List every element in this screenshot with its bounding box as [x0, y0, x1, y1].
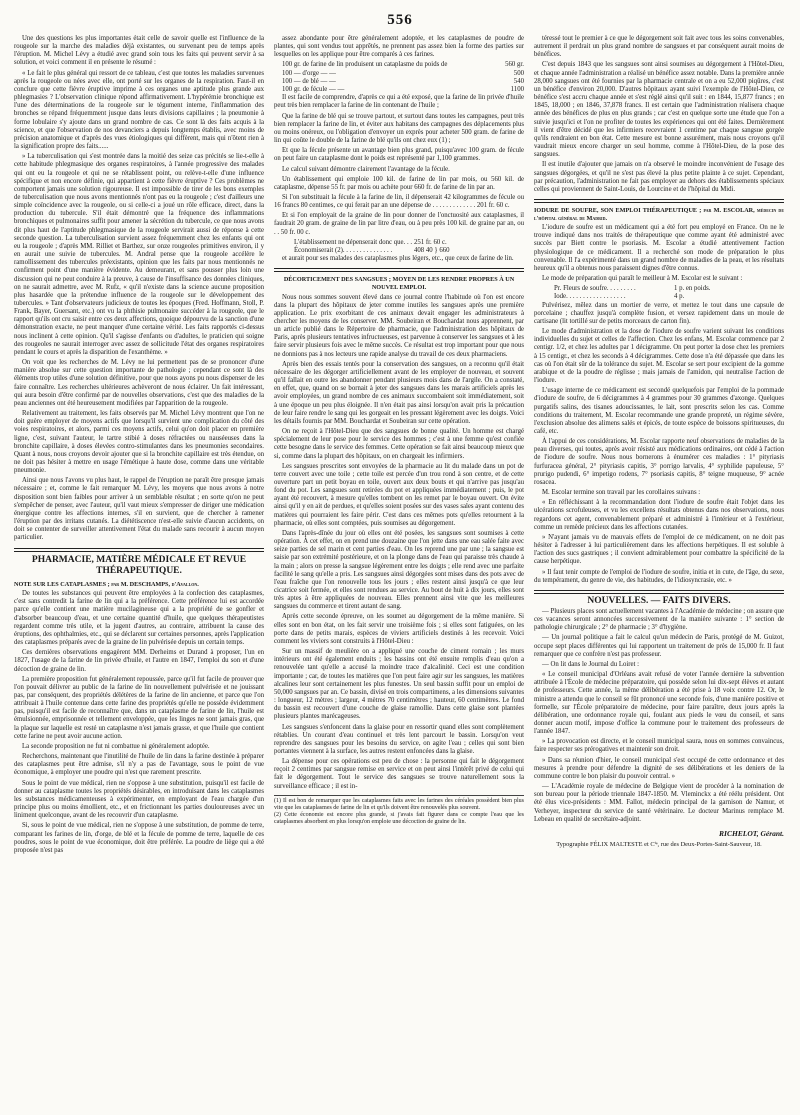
paragraph: Recherchons, maintenant que l'inutilité de l'huile de lin dans la farine destinée à préparer des cataplasmes peut être admise, s'il n'y a pas de l'avantage, sous le point de vue économique, à employer une poudre qui n'est que rarement prescrite.: [14, 753, 264, 777]
article-divider: [534, 199, 784, 203]
paragraph: Un établissement qui emploie 100 kil. de farine de lin par mois, ou 560 kil. de cataplasme, dépense 55 fr. par mois ou achète pour 660 fr. de farine de lin par an.: [274, 175, 524, 191]
news-item: — On lit dans le Journal du Loiret :: [542, 660, 640, 668]
paragraph: Ainsi que nous l'avons vu plus haut, le rappel de l'éruption ne paraît être presque jamais nécessaire ; et, comme le fait remarquer M. Lévy, les moyens que nous avons à notre disposition sont bien faibles pour arriver à un semblable résultat ; en sorte qu'on ne peut s'empêcher de penser, avec l'auteur, qu'il vaut mieux s'empresser de diriger une médication énergique contre les affections internes, s'il en survient, que de chercher à ramener l'éruption par des irritans cutanés. La diététiscence n'est-elle suivie d'aucun accidents, on doit se contenter de surveiller attentivement l'état du malade sans recourir à aucun moyen particulier.: [14, 477, 264, 542]
paragraph: Les sangsues s'enfoncent dans la glaise pour en ressortir quand elles sont complètement rétablies. Un courant d'eau continuel et très lent parcourt le bassin. Lorsqu'on veut reprendre des sangsues pour les besoins du service, on agite l'eau ; celles qui sont bien portantes viennent à la surface, les autres restent enfoncées dans la glaise.: [274, 723, 524, 755]
footnote: (1) Il est bon de remarquer que les cataplasmes faits avec les farines des céréales possèdent bien plus vite que les cataplasmes de farine de lin et qu'ils doivent être renouvelés plus souvent.: [274, 797, 524, 811]
paragraph: Après cette seconde épreuve, on les soumet au dégorgement de la même manière. Si elles sont en bon état, on les fait servir une troisième fois ; si elles sont fatiguées, on les porte dans de petits marais, espèces de viviers artificiels destinés à les recevoir. Voici comment les viviers sont construits à l'Hôtel-Dieu :: [274, 613, 524, 645]
footnotes: [274, 795, 524, 826]
news-item: » Dans sa réunion d'hier, le conseil municipal s'est occupé de cette ordonnance et des mesures à prendre pour défendre la dignité de ses délibérations et les deniers de la commune contre le bon plaisir du pouvoir central. »: [534, 756, 784, 780]
paragraph: La première proposition fut généralement repoussée, parce qu'il fut facile de prouver que l'on pouvait délivrer au public de la farine de lin nouvellement pulvérisée et ne jouissant pas, par conséquent, des propriétés délétères de la farine de lin ancienne, et parce que l'on attribuait à l'huile contenue dans cette farine des propriétés qu'elle ne possède évidemment pas, puisqu'il est facile de reconnaître que, dans un cataplasme de farine de lin, l'huile est émulsionnée, emprisonnée et tellement enveloppée, que les linges ne sont jamais gras, que la plaque sur laquelle est resté un cataplasme n'est jamais grasse, et que l'huile que contient cette farine ne peut avoir aucune action.: [14, 675, 264, 740]
paragraph: La seconde proposition ne fut ni combattue ni généralement adoptée.: [22, 742, 210, 750]
text-columns: [14, 35, 786, 1103]
paragraph: Nous nous sommes souvent élevé dans ce journal contre l'habitude où l'on est encore dans la plupart des hôpitaux de jeter comme inutiles les sangsues après une première application. Le prix exorbitant de ces animaux devait engager les administrateurs à chercher les moyens de les conserver. MM. Soubeiran et Bouchardat nous apprennent, par un article publié dans le Répertoire de pharmacie, que l'administration des hôpitaux de Paris, après plusieurs tentatives infructueuses, est parvenue à conserver les sangsues et à les faire servir plusieurs fois avec le même succès. Ce résultat est trop important pour que nous ne donnions pas à nos lecteurs une rapide analyse du travail de ces deux pharmaciens.: [274, 293, 524, 358]
table-row: 100 gr. de farine de lin produisent un cataplasme du poids de 560 gr.: [282, 61, 524, 69]
page-number: 556: [387, 12, 413, 28]
recipe-row: Iode. . . . . . . . . . . . . . . . . . 4 p.: [554, 293, 685, 301]
paragraph: Si, sous le point de vue médical, rien ne s'oppose à une substitution, de pomme de terre, comparant les farines de lin, d'orge, de blé et la fécule de pomme de terre, laquelle de ces poudres, sous le point de vue économique, doit être préférée. La poudre de liège qui a été proposée n'est pas: [14, 822, 264, 854]
cost-formula-row: Économiserait (2). . . . . . . . . . . . . . . 408 40 } 660: [294, 246, 450, 254]
news-item: » La provocation est directe, et le conseil municipal saura, nous en sommes convaincus, faire respecter ses prérogatives et maintenir son droit.: [534, 738, 784, 754]
table-row: 100 — d'orge — — 500: [282, 69, 524, 77]
paragraph: On ne reçoit à l'Hôtel-Dieu que des sangsues de bonne qualité. Un homme est chargé spécialement de leur pose pour le service des hommes ; c'est à une femme qu'est confiée cette besogne dans le service des femmes. Cette opération se fait ainsi beaucoup mieux que si, comme dans la plupart des hôpitaux, on en chargeait les infirmiers.: [274, 428, 524, 460]
article-divider: [274, 268, 524, 272]
paragraph: Sous le point de vue médical, rien ne s'oppose à une substitution, puisqu'il est facile de donner au cataplasme toutes les propriétés désirables, en introduisant dans les cataplasmes les substances médicamenteuses à expérimenter, en employant de l'eau chargée d'un principe plus ou moins émollient, etc., et en frictionnant les parties douloureuses avec un liniment quelconque, avant de les recouvrir d'un cataplasme.: [14, 779, 264, 820]
paragraph: C'est depuis 1843 que les sangsues sont ainsi soumises au dégorgement à l'Hôtel-Dieu, et chaque année l'administration a réalisé un bénéfice assez notable. Dans la première année 28,000 sangsues ont été fournies par la pharmacie centrale et on a eu 52,000 piqûres, c'est un bénéfice d'environ 20,000. D'autres hôpitaux ayant suivi l'exemple de l'Hôtel-Dieu, ce bénéfice s'est accru chaque année et s'est réglé ainsi qu'il suit : en 1844, 15,877 francs ; en 1845, 18,000 ; en 1846, 37,878 francs. Il est certain que l'administration réalisera chaque année des bénéfices de plus en plus grands ; car c'est en quelque sorte une étude que l'on a suivie jusqu'ici et l'on ne profiter de toutes les expériences qui ont été faites. Dernièrement il vient d'être décidé que les infirmiers recevraient 1 centime par chaque sangsue gorgée qu'ils rendraient en bon état. Cette mesure est bonne assurément, mais nous croyons qu'il vaudrait mieux encore charger un seul homme, comme à l'Hôtel-Dieu, de la pose des sangsues.: [534, 61, 784, 159]
paragraph: M. Escolar termine son travail par les corollaires suivans :: [542, 489, 701, 497]
paragraph: Une des questions les plus importantes était celle de savoir quelle est l'influence de la rougeole sur la marche des maladies déjà existantes, ou survenant peu de temps après l'éruption. M. Michel Lévy a étudié avec grand soin tous les faits qui peuvent servir à sa solution, et voici comment il en présente le résumé :: [14, 35, 264, 67]
table-row: 100 — de blé — — 540: [282, 77, 524, 85]
paragraph: Et que la fécule présente un avantage bien plus grand, puisqu'avec 100 gram. de fécule on peut faire un cataplasme dont le poids est représenté par 1,100 grammes.: [274, 147, 524, 163]
section-divider: [534, 590, 784, 594]
paragraph: Que la farine de blé qui se trouve partout, et surtout dans toutes les campagnes, peut très bien remplacer la farine de lin, et éviter aux habitans des campagnes des déplacements plus ou moins onéreux, ou l'obligation d'envoyer un exprès pour acheter 500 gram. de farine de lin qui coûte le double de la farine de blé qu'ils ont chez eux (1) ;: [274, 112, 524, 145]
paragraph: Dans l'après-dînée du jour où elles ont été posées, les sangsues sont soumises à cette opération. À cet effet, on en prend une douzaine que l'on jette dans une eau salée faite avec seize parties de sel marin et cent parties d'eau. On les reprend une par une ; la sangsue est saisie par son extrémité postérieure, et on la plonge dans de l'eau qui paraisse très chaude à la main ; alors on presse la sangsue légèrement entre les doigts ; elle rend avec une parfaite facilité le sang qu'elle a pris. Les sangsues ainsi dégorgées sont mises dans des pots avec de l'eau fraîche que l'on renouvelle tous les jours ; elles restent ainsi jusqu'à ce que leur cicatrice soit fermée, et elles sont rendues au service. Au bout de huit à dix jours, elles sont très aptes à être appliquées de nouveau. Elles prennent ainsi vite que les meilleures sangsues du commerce et tirent autant de sang.: [274, 529, 524, 611]
news-heading: NOUVELLES. — FAITS DIVERS.: [587, 595, 731, 606]
paragraph: » Il faut tenir compte de l'emploi de l'iodure de soufre, initia et in cute, de l'âge, du sexe, du tempérament, du genre de vie, des habitudes, de l'idiosyncrasie, etc. »: [534, 568, 784, 584]
printer-imprint: Typographie FÉLIX MALTESTE et Cⁱᵉ, rue des Deux-Portes-Saint-Sauveur, 18.: [556, 841, 762, 849]
paragraph: Pulvérisez, mêlez dans un mortier de verre, et mettez le tout dans une capsule de porcelaine ; chauffez jusqu'à complète fusion, et versez rapidement dans un moule de cartisane (lit tortillé sur de petits morceaux de carton fin).: [534, 301, 784, 325]
paragraph: « Le fait le plus général qui ressort de ce tableau, c'est que toutes les maladies survenues après la rougeole ou nées avec elle, ont porté sur les organes de la respiration. Faut-il en conclure que cette fièvre éruptive imprime à ces organes une aptitude plus grande aux phlegmasies ? L'observation clinique répond affirmativement. L'hypérémie bronchique est l'une des déterminations de la rougeole sur le tégument interne, l'inflammation des bronches se répand fréquemment jusque dans leurs divisions capillaires ; la pneumonie à forme lobulaire s'y ajoute dans un grand nombre de cas. Ce sont là des faits acquis à la science, et que l'observation de nos devanciers a depuis longtemps établis, avec moins de précision anatomique et d'après des vues étiologiques qui diffèrent, mais qui n'ôtent rien à la signification propre des faits......: [14, 69, 264, 151]
section-heading: PHARMACIE, MATIÈRE MÉDICALE ET REVUE THÉRAPEUTIQUE.: [31, 554, 247, 576]
paragraph: « En réfléchissant à la recommandation dont l'iodure de soufre était l'objet dans les ulcérations scrofuleuses, et vu les excellens résultats obtenus dans nos observations, nous regardons cet agent, convenablement préparé et administré à l'intérieur et à l'extérieur, comme un remède précieux dans les affections cutanées.: [534, 499, 784, 531]
cost-formula-row: L'établissement ne dépenserait donc que. . . 251 fr. 60 c.: [294, 238, 447, 246]
news-item: — L'Académie royale de médecine de Belgique vient de procéder à la nomination de son bureau pour la période triennale 1847-1850. M. Vleminckx a été réélu président. Ont été élus vice-présidents : MM. Fallot, médecin principal de la garnison de Namur, et Verheyer, inspecteur du service de santé vétérinaire. Le docteur Marinus remplace M. Lebeau en qualité de secrétaire-adjoint.: [534, 783, 784, 823]
section-divider: [14, 548, 264, 552]
article-title: IODURE DE SOUFRE, SON EMPLOI THÉRAPEUTIQUE ; par M. ESCOLAR, médecin de l'hôpital général de Madrid.: [534, 206, 784, 222]
paragraph: Il est inutile d'ajouter que jamais on n'a observé le moindre inconvénient de l'usage des sangsues dégorgées, et qu'il ne s'est pas élevé la plus petite plainte à ce sujet. Cependant, par précaution, l'administration ne fait pas employer au dehors des établissements spéciaux celles qui proviennent de Saint-Louis, de Lourcine et de l'hôpital du Midi.: [534, 161, 784, 193]
paragraph: assez abondante pour être généralement adoptée, et les cataplasmes de poudre de plantes, qui sont vendus tout apprêtés, ne prennent pas assez bien la forme des parties sur lesquelles on les applique pour être comparés à ces farines.: [274, 35, 524, 59]
paragraph: Le mode de préparation qui paraît le meilleur à M. Escolar est le suivant :: [542, 275, 743, 283]
column-1: [14, 35, 264, 1103]
editor-signature: RICHELOT, Gérant.: [719, 828, 784, 838]
article-title: DÉCORTICEMENT DES SANGSUES ; MOYEN DE LES RENDRE PROPRES À UN NOUVEL EMPLOI.: [283, 276, 515, 291]
paragraph: » N'ayant jamais vu de mauvais effets de l'emploi de ce médicament, on ne doit pas hésiter à l'adresser à lui particulièrement dans les affections herpétiques. Il est soluble à l'action des sucs gastriques ; il convient admirablement pour combattre la spécificité de la cause herpétique.: [534, 533, 784, 566]
table-row: 100 gr. de fécule — — 1100: [282, 86, 524, 94]
paragraph: On voit que les recherches de M. Lévy ne lui permettent pas de se prononcer d'une manière absolue sur cette question importante de pathologie ; cependant ce sont là des éléments trop utiles d'une solution définitive, pour que nous ayons pu nous dispenser de les faire connaître. Les recherches ultérieures achèveront de nous éclairer. Un fait intéressant, qui aura besoin d'être confirmé par de nouvelles observations, c'est que des maladies de la peau anciennes ont été heureusement modifiées par l'apparition de la rougeole.: [14, 359, 264, 407]
footnote: (2) Cette économie est encore plus grande, si j'avais fait figurer dans ce compte l'eau que les cataplasmes absorbent en plus lorsqu'on emploie une décoction de graine de lin.: [274, 811, 524, 825]
paragraph: Il est facile de comprendre, d'après ce qui a été exposé, que la farine de lin privée d'huile peut très bien remplacer la farine de lin contenant de l'huile ;: [274, 94, 524, 110]
recipe-row: Pr. Fleurs de soufre. . . . . . . . . 1 p. en poids.: [554, 285, 711, 293]
cataplasm-weight-table: [274, 61, 524, 94]
paragraph: L'iodure de soufre est un médicament qui a été fort peu employé en France. On ne le trouve indiqué dans nos traités de thérapeutique que comme ayant été administré avec succès par Biett contre le psoriasis. M. Escolar a étudié attentivement l'action physiologique de ce médicament. Il a recherché son mode de préparation le plus convenable. Il l'a expérimenté dans un grand nombre de maladies de la peau, et les résultats heureux qu'il a obtenus nous paraissent dignes d'être connus.: [534, 224, 784, 272]
paragraph: téressé tout le premier à ce que le dégorgement soit fait avec tous les soins convenables, autrement il perdrait un plus grand nombre de sangsues et par conséquent aurait moins de bénéfices.: [534, 35, 784, 59]
paragraph: Les sangsues prescrites sont envoyées de la pharmacie au lit du malade dans un pot de terre couvert avec une toile ; cette toile est percée d'un trou rond à son centre, et de cette ouverture part un petit boyau en toile, ouvert aux deux bouts et qui n'arrive pas jusqu'au fond du pot. Les sangsues sont retirées du pot et appliquées immédiatement ; puis, le pot ayant été recouvert, à mesure qu'elles tombent on les remet par le boyau ouvert. On évite ainsi qu'il y en ait de perdues, et qu'elles soient posées sur des vases sales ayant contenu des matières qui pourraient les faire périr. C'est dans ces mêmes pots qu'elles retournent à la pharmacie, où elles sont comptées, puis soumises au dégorgement.: [274, 462, 524, 527]
news-item: — Plusieurs places sont actuellement vacantes à l'Académie de médecine ; on assure que ces vacances seront annoncées successivement de la manière suivante : 1° section de pathologie chirurgicale ; 2° de pharmacie ; 3° d'hygiène.: [534, 607, 784, 632]
article-title: NOTE SUR LES CATAPLASMES ; par M. DESCHAMPS, d'Avallon.: [14, 580, 199, 588]
column-3: [534, 35, 784, 1103]
news-item: « Le conseil municipal d'Orléans avait refusé de voter l'année dernière la subvention attribuée à l'École de médecine préparatoire, qui possède selon lui dix-sept élèves et autant de professeurs. Cette année, la même délibération a été prise à 18 voix contre 12. Or, le ministre a attendu que le conseil se fût prononcé une seconde fois, d'une manière positive et formelle, sur l'École préparatoire de médecine, pour faire paraître, deux jours après la délibération, une ordonnance royale qui, foulant aux pieds le vœu du conseil, et sans donner aucun motif, impose d'office la commune pour le traitement des professeurs de l'année 1847.: [534, 671, 784, 736]
paragraph: Le calcul suivant démontre clairement l'avantage de la fécule.: [282, 165, 450, 173]
paragraph: Ces dernières observations engagèrent MM. Derheims et Durand à proposer, l'un en 1827, l'usage de la farine de lin privée d'huile, et l'autre en 1847, l'emploi du son et d'une décoction de graine de lin.: [14, 649, 264, 673]
paragraph: À l'appui de ces considérations, M. Escolar rapporte neuf observations de maladies de la peau diverses, qui toutes, après avoir résisté aux médications ordinaires, ont cédé à l'action de l'iodure de soufre. Nous nous bornerons à énumérer ces maladies : 1° pityriasis furfuracea général, 2° pityriasis capitis, 3° porrigo larvalis, 4° syphilide papuleuse, 5° prurigo pudendi, 6° impetigo rodens, 7° psoriasis capitis, 8° teigne muqueuse, 9° acnée rosacea.: [534, 438, 784, 486]
paragraph: Après bien des essais tentés pour la conservation des sangsues, on a reconnu qu'il était nécessaire de les dégorger artificiellement avant de les employer de nouveau, et souvent qu'il fallait en outre les abandonner pendant plusieurs mois dans de l'argile. On a constaté, en effet, que, quand on se bornait à jeter des sangsues dans les marais artificiels après les avoir employées, un grand nombre de ces animaux succombaient soit immédiatement, soit à une époque un peu plus éloignée. Il n'en était pas ainsi lorsqu'on avait pris la précaution de leur faire rendre le sang qui les gorgeait en les pressant légèrement avec les doigts. Voici les détails fournis par MM. Bouchardat et Soubeiran sur cette opération.: [274, 360, 524, 425]
paragraph: L'usage interne de ce médicament est secondé quelquefois par l'emploi de la pommade d'iodure de soufre, de 6 décigrammes à 4 grammes pour 30 grammes d'axonge. Quelques purgatifs salins, des tisanes adoucissantes, le lait, sont prescrits selon les cas. Comme conditions du traitement, M. Escolar recommande une grande propreté, un régime sévère, l'exclusion absolue des alimens salés et épicés, de toute espèce de boissons spiritueuses, du café, etc.: [534, 387, 784, 435]
paragraph: De toutes les substances qui peuvent être employées à la confection des cataplasmes, c'est sans contredit la farine de lin qui a la préférence. Cette préférence lui est accordée parce qu'elle contient une matière mucilagineuse qui a la propriété de se gonfler et d'absorber beaucoup d'eau, et une certaine quantité d'huile, que quelques thérapeutistes regardent comme très utile, et la jugent d'autres, au contraire, attribuent la cause des éruptions, des ophthalmies, etc., qui se déclarent sur certaines personnes, après l'application des cataplasmes préparés avec de la graine de lin pulvérisée depuis un certain temps.: [14, 590, 264, 647]
paragraph: Sur un massif de meulière on a appliqué une couche de ciment romain ; les murs intérieurs ont été également enduits ; les bassins ont été ensuite remplis d'eau qu'on a renouvelée tant qu'elle a accusé la moindre trace d'alcalinité. Ceci est une condition importante ; car, de toutes les matières que l'on peut faire agir sur les sangsues, les matières alcalines leur sont certainement les plus funestes. Un seul bassin suffit pour un emploi de 50,000 sangsues par an. Ce bassin, divisé en trois compartimens, a les dimensions suivantes : longueur, 12 mètres ; largeur, 4 mètres 70 centimètres ; hauteur, 60 centimètres. Le fond du bassin est recouvert d'une couche de glaise ramollie. Dans cette glaise sont plantées plusieurs plantes marécageuses.: [274, 648, 524, 721]
paragraph: » La tuberculisation qui s'est montrée dans la moitié des seize cas précités se lie-t-elle à cette habitude phlegmasique des organes respiratoires, à l'année progressive des malades qui ont eu la rougeole et qui ne se rétablissent point, ou relève-t-elle d'une influence spécifique et non encore définie, qui appartient à cette fièvre éruptive ? Ces problèmes ne comportent jamais une solution rigoureuse. Il est impossible de tirer de les bons exemples de tuberculisation que nous avons mentionnés n'ont pas eu la rougeole ; c'est d'ailleurs une simple coïncidence avec la rougeole, ou si celle-ci a joué un rôle efficace, direct, dans la production du tubercule. S'il était démontré que la fréquence des inflammations bronchiques et pulmonaires suffit pour amener la sécrétion du tubercule, ce que nous avons dit plus haut de l'aptitude phlegmasique de la rougeole servirait aussi de réponse à cette seconde question. La tuberculisation survient assez fréquemment chez les enfants qui ont eu la rougeole ; d'après MM. Rilliet et Barthez, sur onze rougeoles primitives environ, il y en aurait une suivie de tubercules. M. Andral pense que la rougeole accélère le ramollissement des tubercules préexistants, opinion que les faits par nous mentionnés ne confirment point d'une manière évidente. Au demeurant, et sans pousser plus loin une discussion qui ne peut conduire à la preuve, à cause de l'insuffisance des données cliniques, on ne saurait admettre, avec M. Rufz, « qu'il n'existe dans la science aucune proposition plus hasardée que la prétendue influence de la rougeole sur le développement des tubercules. » Tant d'observateurs judicieux de toutes les époques (Fred. Hoffmann, Stoll, P. Frank, Bayer, Guersant, etc.) ont vu la phthisie pulmonaire succéder à la rougeole, que le rapport qu'ils ont cru saisir entre ces deux affections, quoique dépourvu de la sanction d'une démonstration exacte, ne peut manquer d'une certaine vérité. Les faits rapportés ci-dessus nous inclinent à cette opinion. Qu'il s'agisse d'enfants ou d'adultes, le praticien qui soigne des rougeoles ne saurait interroger avec assez de sollicitude l'état des organes respiratoires pendant le cours et après la disparition de l'exanthème. »: [14, 153, 264, 356]
paragraph: Si l'on substituait la fécule à la farine de lin, il dépenserait 42 kilogrammes de fécule ou 16 francs 80 centimes, ce qui ferait par an une dépense de . . . . . . . . . . . . . 201 fr. 60 c.: [274, 194, 524, 210]
paragraph: Et si l'on employait de la graine de lin pour donner de l'onctuosité aux cataplasmes, il faudrait 20 gram. de graine de lin par litre d'eau, ou à peu près 100 kil. de graine par an, ou . . 50 fr. 00 c.: [274, 212, 524, 236]
paragraph: La dépense pour ces opérations est peu de chose : la personne qui fait le dégorgement reçoit 2 centimes par sangsue remise en service et on peut ainsi l'intérêt privé de celui qui fait le dégorgement. Tout le service des sangsues se trouve naturellement sous la surveillance efficace ; il est in-: [274, 758, 524, 790]
paragraph: Le mode d'administration et la dose de l'iodure de soufre varient suivant les conditions individuelles du sujet et celles de l'affection. Chez les enfans, M. Escolar commence par 2 centigr. 1/2, et chez les adultes par 1 décigramme. On peut porter la dose chez les premiers à 15 centigr., et chez les seconds à 4 décigrammes. Cette dose n'a été dépassée que dans les cas où l'on était sûr de la tolérance du sujet. M. Escolar se sert pour excipient de la gomme arabique et de la poudre de réglisse ; mais jamais de l'amidon, qui neutralise l'action de l'iodure.: [534, 328, 784, 385]
column-2: [274, 35, 524, 1103]
news-item: — Un journal politique a fait le calcul qu'un médecin de Paris, protégé de M. Guizot, occupe sept places différentes qui lui rapportent un traitement de près de 15,000 fr. Il faut remarquer que ce confrère n'est pas professeur.: [534, 634, 784, 658]
paragraph: Relativement au traitement, les faits observés par M. Michel Lévy montrent que l'on ne doit guère employer de moyens actifs que lorsqu'il survient une complication du côté des voies respiratoires, et alors, parmi ces moyens actifs, celui qu'on doit placer en première ligne, c'est, suivant l'auteur, le tartre stibié à doses réfractées ou nauséeuses dans la bronchite capillaire, à doses élevées contro-stimulantes dans les pneumonies secondaires. Quant à nous, nous croyons devoir ajouter que si la bronchite capillaire est très étendue, on ne doit pas hésiter à mettre en usage l'émétique à haute dose, comme dans une véritable pneumonie.: [14, 410, 264, 475]
paragraph: et aurait pour ses malades des cataplasmes plus légers, etc., que ceux de farine de lin.: [282, 255, 514, 263]
